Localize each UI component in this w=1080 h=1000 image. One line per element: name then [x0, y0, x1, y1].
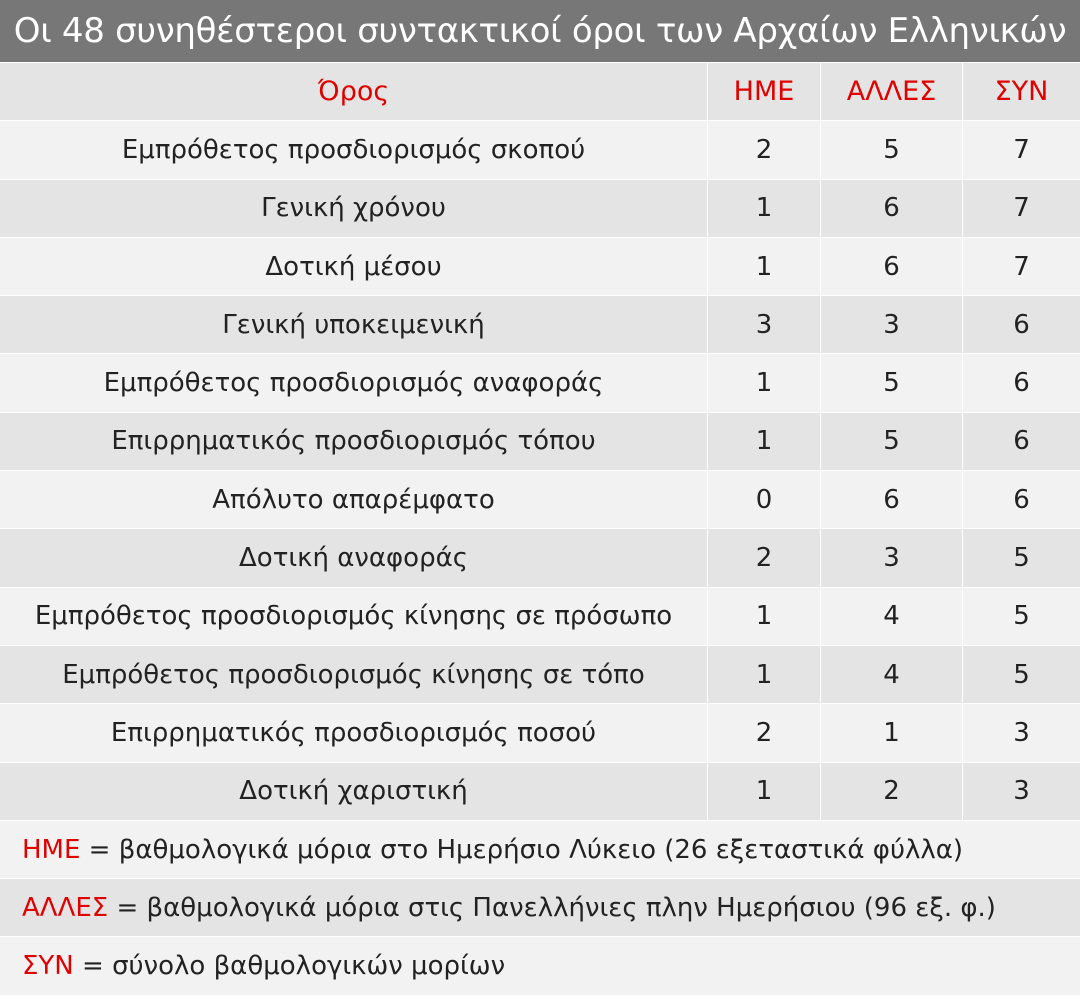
term-cell: Γενική υποκειμενική: [0, 296, 708, 353]
table-header-row: [0, 63, 1080, 121]
syn-cell: 7: [1013, 193, 1030, 224]
legend-line: [0, 879, 1080, 936]
table-row: [0, 646, 1080, 704]
term-cell: Εμπρόθετος προσδιορισμός σκοπού: [0, 121, 708, 178]
table-row: [0, 704, 1080, 762]
alles-cell: 5: [821, 413, 963, 470]
alles-cell: 3: [821, 296, 963, 353]
legend-text: = βαθμολογικά μόρια στις Πανελλήνιες πλην Ημερήσιου (96 εξ. φ.): [108, 892, 996, 923]
column-header-alles: ΑΛΛΕΣ: [821, 63, 963, 120]
legend-key: ΣΥΝ: [22, 951, 74, 982]
table-row: [0, 238, 1080, 296]
legend-text: = σύνολο βαθμολογικών μορίων: [73, 951, 506, 982]
syn-cell: 6: [1013, 484, 1030, 515]
syn-cell: 7: [1013, 251, 1030, 282]
syn-cell: 5: [1013, 659, 1030, 690]
alles-cell: 6: [821, 180, 963, 237]
legend: [0, 821, 1080, 996]
alles-cell: 4: [821, 588, 963, 645]
hme-cell: 1: [708, 763, 821, 820]
term-cell: Εμπρόθετος προσδιορισμός αναφοράς: [0, 354, 708, 411]
hme-cell: 1: [708, 354, 821, 411]
hme-cell: 1: [708, 180, 821, 237]
term-cell: Δοτική αναφοράς: [0, 529, 708, 586]
table-row: [0, 121, 1080, 179]
table-row: [0, 588, 1080, 646]
legend-line: [0, 821, 1080, 878]
hme-cell: 2: [708, 529, 821, 586]
terms-table: [0, 62, 1080, 821]
table-row: [0, 763, 1080, 821]
table-row: [0, 471, 1080, 529]
term-cell: Επιρρηματικός προσδιορισμός ποσού: [0, 704, 708, 761]
term-cell: Δοτική χαριστική: [0, 763, 708, 820]
alles-cell: 1: [821, 704, 963, 761]
syn-cell: 3: [1013, 717, 1030, 748]
hme-cell: 3: [708, 296, 821, 353]
legend-key: ΑΛΛΕΣ: [22, 892, 109, 923]
hme-cell: 1: [708, 588, 821, 645]
term-cell: Εμπρόθετος προσδιορισμός κίνησης σε τόπο: [0, 646, 708, 703]
legend-key: ΗΜΕ: [22, 834, 81, 865]
syn-cell: 3: [1013, 776, 1030, 807]
term-cell: Γενική χρόνου: [0, 180, 708, 237]
table-row: [0, 180, 1080, 238]
table-row: [0, 413, 1080, 471]
term-cell: Επιρρηματικός προσδιορισμός τόπου: [0, 413, 708, 470]
syn-cell: 6: [1013, 309, 1030, 340]
alles-cell: 6: [821, 471, 963, 528]
alles-cell: 3: [821, 529, 963, 586]
table-row: [0, 296, 1080, 354]
legend-item-alles: [0, 879, 1080, 937]
legend-text: = βαθμολογικά μόρια στο Ημερήσιο Λύκειο (26 εξεταστικά φύλλα): [80, 834, 964, 865]
hme-cell: 2: [708, 704, 821, 761]
alles-cell: 4: [821, 646, 963, 703]
column-header-term: Όρος: [0, 63, 708, 120]
alles-cell: 5: [821, 121, 963, 178]
legend-item-syn: [0, 937, 1080, 995]
column-header-syn: ΣΥΝ: [994, 76, 1049, 108]
table-row: [0, 529, 1080, 587]
syn-cell: 5: [1013, 601, 1030, 632]
term-cell: Απόλυτο απαρέμφατο: [0, 471, 708, 528]
page-title: Οι 48 συνηθέστεροι συντακτικοί όροι των Αρχαίων Ελληνικών: [0, 0, 1080, 62]
alles-cell: 5: [821, 354, 963, 411]
syn-cell: 5: [1013, 543, 1030, 574]
hme-cell: 2: [708, 121, 821, 178]
term-cell: Δοτική μέσου: [0, 238, 708, 295]
alles-cell: 6: [821, 238, 963, 295]
legend-line: [0, 937, 1080, 994]
syn-cell: 7: [1013, 134, 1030, 165]
table-row: [0, 354, 1080, 412]
hme-cell: 1: [708, 646, 821, 703]
syn-cell: 6: [1013, 426, 1030, 457]
hme-cell: 1: [708, 238, 821, 295]
syn-cell: 6: [1013, 368, 1030, 399]
term-cell: Εμπρόθετος προσδιορισμός κίνησης σε πρόσωπο: [0, 588, 708, 645]
legend-item-hme: [0, 821, 1080, 879]
hme-cell: 1: [708, 413, 821, 470]
hme-cell: 0: [708, 471, 821, 528]
alles-cell: 2: [821, 763, 963, 820]
column-header-hme: ΗΜΕ: [708, 63, 821, 120]
